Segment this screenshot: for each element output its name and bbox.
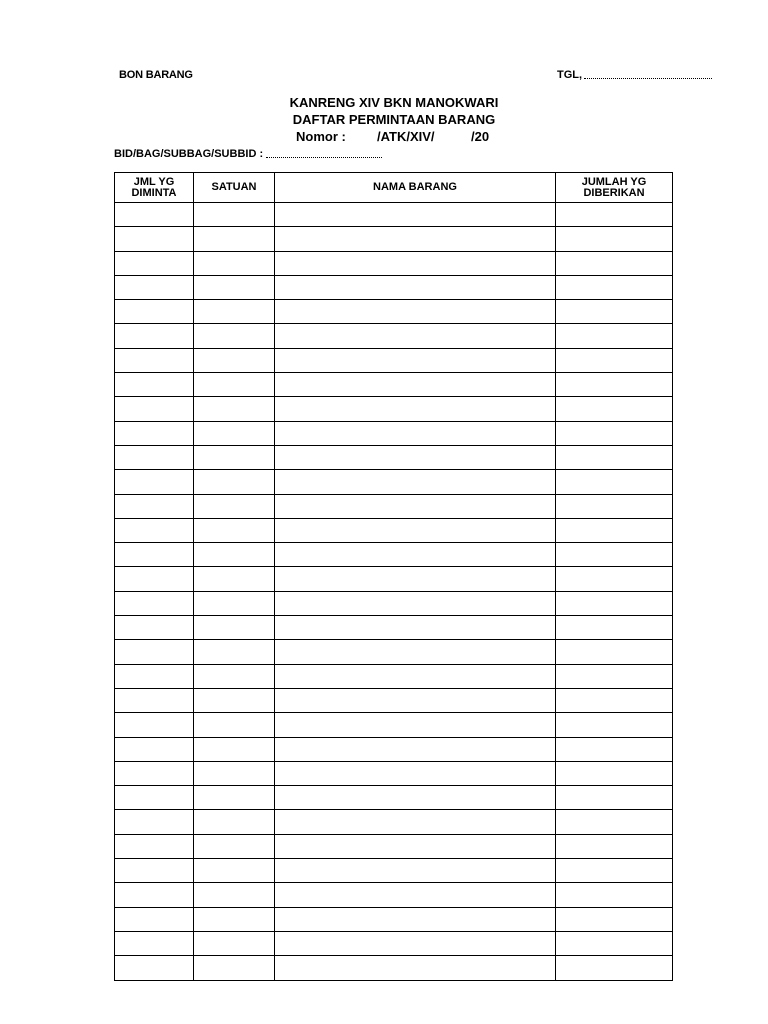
table-row	[115, 616, 673, 640]
given-qty-cell[interactable]	[556, 275, 673, 299]
date-label: TGL,	[557, 69, 583, 81]
number-year: /20	[471, 129, 490, 144]
requested-qty-cell[interactable]	[115, 834, 194, 858]
given-qty-cell[interactable]	[556, 616, 673, 640]
item-name-cell[interactable]	[275, 931, 556, 955]
unit-cell[interactable]	[194, 300, 275, 324]
item-name-cell[interactable]	[275, 834, 556, 858]
given-qty-cell[interactable]	[556, 907, 673, 931]
item-name-cell[interactable]	[275, 567, 556, 591]
unit-cell[interactable]	[194, 737, 275, 761]
table-row	[115, 421, 673, 445]
given-qty-cell[interactable]	[556, 251, 673, 275]
item-name-cell[interactable]	[275, 810, 556, 834]
given-qty-cell[interactable]	[556, 664, 673, 688]
item-name-cell[interactable]	[275, 470, 556, 494]
item-name-cell[interactable]	[275, 859, 556, 883]
table-row	[115, 931, 673, 955]
item-name-cell[interactable]	[275, 445, 556, 469]
item-name-cell[interactable]	[275, 616, 556, 640]
given-qty-cell[interactable]	[556, 348, 673, 372]
item-name-cell[interactable]	[275, 543, 556, 567]
table-row	[115, 300, 673, 324]
requested-qty-cell[interactable]	[115, 348, 194, 372]
request-table	[114, 172, 673, 981]
item-name-cell[interactable]	[275, 397, 556, 421]
requested-qty-cell[interactable]	[115, 737, 194, 761]
table-row	[115, 494, 673, 518]
requested-qty-cell[interactable]	[115, 664, 194, 688]
requested-qty-cell[interactable]	[115, 251, 194, 275]
requested-qty-cell[interactable]	[115, 300, 194, 324]
requested-qty-cell[interactable]	[115, 373, 194, 397]
requested-qty-cell[interactable]	[115, 810, 194, 834]
unit-cell[interactable]	[194, 543, 275, 567]
given-qty-cell[interactable]	[556, 470, 673, 494]
item-name-cell[interactable]	[275, 227, 556, 251]
requested-qty-cell[interactable]	[115, 761, 194, 785]
unit-label: BID/BAG/SUBBAG/SUBBID :	[114, 148, 264, 160]
item-name-cell[interactable]	[275, 203, 556, 227]
requested-qty-cell[interactable]	[115, 640, 194, 664]
item-name-cell[interactable]	[275, 348, 556, 372]
given-qty-cell[interactable]	[556, 543, 673, 567]
table-row	[115, 373, 673, 397]
given-qty-cell[interactable]	[556, 761, 673, 785]
given-qty-cell[interactable]	[556, 324, 673, 348]
item-name-cell[interactable]	[275, 956, 556, 980]
item-name-cell[interactable]	[275, 251, 556, 275]
column-header-item-name: NAMA BARANG	[275, 173, 556, 203]
given-qty-cell[interactable]	[556, 373, 673, 397]
unit-cell[interactable]	[194, 567, 275, 591]
item-name-cell[interactable]	[275, 907, 556, 931]
item-name-cell[interactable]	[275, 761, 556, 785]
given-qty-cell[interactable]	[556, 227, 673, 251]
unit-cell[interactable]	[194, 834, 275, 858]
unit-cell[interactable]	[194, 931, 275, 955]
unit-cell[interactable]	[194, 810, 275, 834]
table-body	[115, 203, 673, 981]
document-name: DAFTAR PERMINTAAN BARANG	[292, 112, 496, 127]
requested-qty-cell[interactable]	[115, 470, 194, 494]
requested-qty-cell[interactable]	[115, 956, 194, 980]
unit-cell[interactable]	[194, 275, 275, 299]
item-name-cell[interactable]	[275, 664, 556, 688]
unit-cell[interactable]	[194, 203, 275, 227]
item-name-cell[interactable]	[275, 494, 556, 518]
requested-qty-cell[interactable]	[115, 859, 194, 883]
unit-cell[interactable]	[194, 324, 275, 348]
number-label: Nomor :	[296, 129, 346, 144]
item-name-cell[interactable]	[275, 688, 556, 712]
item-name-cell[interactable]	[275, 737, 556, 761]
item-name-cell[interactable]	[275, 324, 556, 348]
column-header-requested-qty: JML YG DIMINTA	[115, 173, 194, 203]
table-row	[115, 348, 673, 372]
unit-cell[interactable]	[194, 445, 275, 469]
table-row	[115, 397, 673, 421]
item-name-cell[interactable]	[275, 640, 556, 664]
table-row	[115, 737, 673, 761]
unit-cell[interactable]	[194, 397, 275, 421]
table-row	[115, 543, 673, 567]
table-row	[115, 688, 673, 712]
table-row	[115, 834, 673, 858]
given-qty-cell[interactable]	[556, 494, 673, 518]
item-name-cell[interactable]	[275, 373, 556, 397]
requested-qty-cell[interactable]	[115, 931, 194, 955]
unit-cell[interactable]	[194, 470, 275, 494]
requested-qty-cell[interactable]	[115, 567, 194, 591]
item-name-cell[interactable]	[275, 591, 556, 615]
given-qty-cell[interactable]	[556, 688, 673, 712]
unit-cell[interactable]	[194, 761, 275, 785]
item-name-cell[interactable]	[275, 275, 556, 299]
requested-qty-cell[interactable]	[115, 786, 194, 810]
table-row	[115, 251, 673, 275]
requested-qty-cell[interactable]	[115, 883, 194, 907]
unit-cell[interactable]	[194, 907, 275, 931]
given-qty-cell[interactable]	[556, 203, 673, 227]
table-row	[115, 859, 673, 883]
table-row	[115, 227, 673, 251]
column-header-unit: SATUAN	[194, 173, 275, 203]
given-qty-cell[interactable]	[556, 567, 673, 591]
requested-qty-cell[interactable]	[115, 275, 194, 299]
requested-qty-cell[interactable]	[115, 616, 194, 640]
requested-qty-cell[interactable]	[115, 713, 194, 737]
unit-cell[interactable]	[194, 421, 275, 445]
given-qty-cell[interactable]	[556, 397, 673, 421]
table-row	[115, 567, 673, 591]
unit-cell[interactable]	[194, 227, 275, 251]
table-row	[115, 470, 673, 494]
given-qty-cell[interactable]	[556, 786, 673, 810]
unit-cell[interactable]	[194, 494, 275, 518]
bon-barang-label: BON BARANG	[119, 69, 193, 81]
requested-qty-cell[interactable]	[115, 324, 194, 348]
unit-cell[interactable]	[194, 373, 275, 397]
given-qty-cell[interactable]	[556, 591, 673, 615]
given-qty-cell[interactable]	[556, 737, 673, 761]
item-name-cell[interactable]	[275, 883, 556, 907]
unit-cell[interactable]	[194, 348, 275, 372]
given-qty-cell[interactable]	[556, 883, 673, 907]
requested-qty-cell[interactable]	[115, 518, 194, 542]
table-row	[115, 761, 673, 785]
unit-cell[interactable]	[194, 518, 275, 542]
unit-blank-line[interactable]	[266, 156, 382, 158]
unit-cell[interactable]	[194, 883, 275, 907]
table-row	[115, 956, 673, 980]
requested-qty-cell[interactable]	[115, 445, 194, 469]
table-row	[115, 275, 673, 299]
table-row	[115, 324, 673, 348]
table-row	[115, 445, 673, 469]
given-qty-cell[interactable]	[556, 859, 673, 883]
requested-qty-cell[interactable]	[115, 203, 194, 227]
given-qty-cell[interactable]	[556, 518, 673, 542]
given-qty-cell[interactable]	[556, 810, 673, 834]
requested-qty-cell[interactable]	[115, 907, 194, 931]
requested-qty-cell[interactable]	[115, 543, 194, 567]
unit-cell[interactable]	[194, 640, 275, 664]
item-name-cell[interactable]	[275, 786, 556, 810]
date-blank-line[interactable]	[584, 77, 712, 79]
table-row	[115, 664, 673, 688]
number-code: /ATK/XIV/	[377, 129, 435, 144]
requested-qty-cell[interactable]	[115, 227, 194, 251]
unit-cell[interactable]	[194, 786, 275, 810]
table-row	[115, 203, 673, 227]
requested-qty-cell[interactable]	[115, 397, 194, 421]
item-name-cell[interactable]	[275, 421, 556, 445]
table-row	[115, 591, 673, 615]
unit-cell[interactable]	[194, 616, 275, 640]
requested-qty-cell[interactable]	[115, 591, 194, 615]
table-row	[115, 907, 673, 931]
document-title	[0, 94, 768, 128]
unit-cell[interactable]	[194, 591, 275, 615]
given-qty-cell[interactable]	[556, 300, 673, 324]
given-qty-cell[interactable]	[556, 931, 673, 955]
item-name-cell[interactable]	[275, 518, 556, 542]
requested-qty-cell[interactable]	[115, 494, 194, 518]
institution-title: KANRENG XIV BKN MANOKWARI	[289, 95, 499, 110]
table-row	[115, 810, 673, 834]
given-qty-cell[interactable]	[556, 445, 673, 469]
table-header-row	[115, 173, 673, 203]
unit-cell[interactable]	[194, 664, 275, 688]
column-header-given-qty: JUMLAH YG DIBERIKAN	[556, 173, 673, 203]
unit-cell[interactable]	[194, 688, 275, 712]
requested-qty-cell[interactable]	[115, 421, 194, 445]
given-qty-cell[interactable]	[556, 956, 673, 980]
table-row	[115, 640, 673, 664]
unit-cell[interactable]	[194, 251, 275, 275]
item-name-cell[interactable]	[275, 713, 556, 737]
given-qty-cell[interactable]	[556, 421, 673, 445]
table-row	[115, 713, 673, 737]
requested-qty-cell[interactable]	[115, 688, 194, 712]
table-row	[115, 786, 673, 810]
item-name-cell[interactable]	[275, 300, 556, 324]
given-qty-cell[interactable]	[556, 640, 673, 664]
unit-cell[interactable]	[194, 713, 275, 737]
table-row	[115, 518, 673, 542]
given-qty-cell[interactable]	[556, 834, 673, 858]
unit-field	[114, 148, 382, 160]
unit-cell[interactable]	[194, 859, 275, 883]
unit-cell[interactable]	[194, 956, 275, 980]
date-field	[557, 69, 712, 81]
table-row	[115, 883, 673, 907]
given-qty-cell[interactable]	[556, 713, 673, 737]
